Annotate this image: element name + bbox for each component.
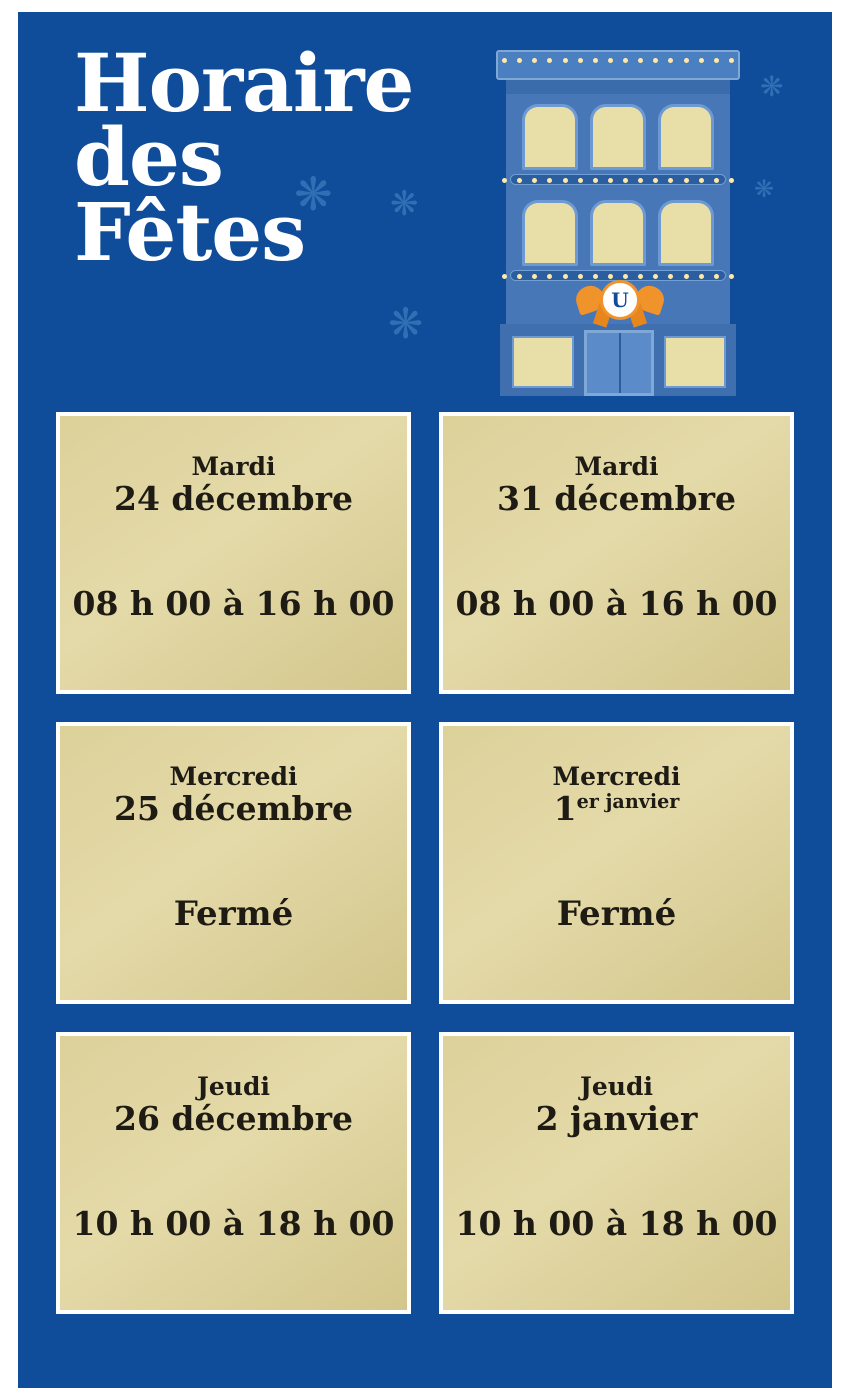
schedule-card bbox=[56, 412, 411, 694]
day-date: 2 janvier bbox=[535, 1099, 698, 1139]
store-window bbox=[522, 104, 578, 170]
brand-logo bbox=[600, 280, 640, 320]
store-display-window bbox=[664, 336, 726, 388]
store-window bbox=[590, 200, 646, 266]
store-window bbox=[658, 200, 714, 266]
store-window bbox=[658, 104, 714, 170]
poster-background bbox=[18, 12, 832, 1388]
schedule-card bbox=[56, 1032, 411, 1314]
snowflake-icon: ❋ bbox=[760, 72, 784, 103]
day-date-number: 1 bbox=[553, 789, 577, 829]
day-name: Jeudi bbox=[197, 1072, 270, 1101]
snowflake-icon: ❋ bbox=[754, 177, 775, 203]
store-display-window bbox=[512, 336, 574, 388]
storefront-illustration bbox=[488, 42, 748, 397]
brand-logo-letter: U bbox=[611, 288, 629, 312]
day-hours: Fermé bbox=[556, 894, 677, 935]
schedule-card bbox=[439, 412, 794, 694]
title-line-3: Fêtes bbox=[74, 184, 306, 279]
title-line-1: Horaire bbox=[74, 36, 414, 130]
day-name: Mardi bbox=[574, 452, 659, 481]
day-date bbox=[554, 791, 680, 828]
string-lights-icon bbox=[502, 178, 734, 184]
store-window bbox=[590, 104, 646, 170]
day-name: Jeudi bbox=[580, 1072, 653, 1101]
day-date-suffix: er janvier bbox=[576, 790, 680, 814]
schedule-card bbox=[56, 722, 411, 1004]
snowflake-icon: ❋ bbox=[388, 302, 424, 348]
ribbon-bow-icon bbox=[574, 280, 666, 326]
schedule-card bbox=[439, 1032, 794, 1314]
day-date: 24 décembre bbox=[114, 479, 353, 519]
page-title bbox=[74, 36, 494, 279]
day-hours: 10 h 00 à 18 h 00 bbox=[72, 1204, 395, 1244]
day-date: 26 décembre bbox=[114, 1099, 353, 1139]
day-hours: 10 h 00 à 18 h 00 bbox=[455, 1204, 778, 1244]
day-date: 31 décembre bbox=[497, 479, 736, 519]
store-roof bbox=[496, 50, 740, 80]
title-line-2: des bbox=[74, 110, 223, 205]
day-hours: Fermé bbox=[173, 894, 294, 935]
snowflake-icon: ❋ bbox=[390, 186, 419, 223]
day-name: Mardi bbox=[191, 452, 276, 481]
schedule-grid bbox=[56, 412, 794, 1314]
snowflake-icon: ❋ bbox=[294, 169, 333, 220]
store-door bbox=[584, 330, 654, 396]
store-window bbox=[522, 200, 578, 266]
day-name: Mercredi bbox=[169, 762, 298, 791]
schedule-card bbox=[439, 722, 794, 1004]
day-name: Mercredi bbox=[552, 762, 681, 791]
store-cornice bbox=[506, 80, 730, 94]
string-lights-icon bbox=[502, 58, 734, 64]
day-date: 25 décembre bbox=[114, 789, 353, 829]
day-hours: 08 h 00 à 16 h 00 bbox=[455, 584, 778, 624]
day-hours: 08 h 00 à 16 h 00 bbox=[72, 584, 395, 624]
